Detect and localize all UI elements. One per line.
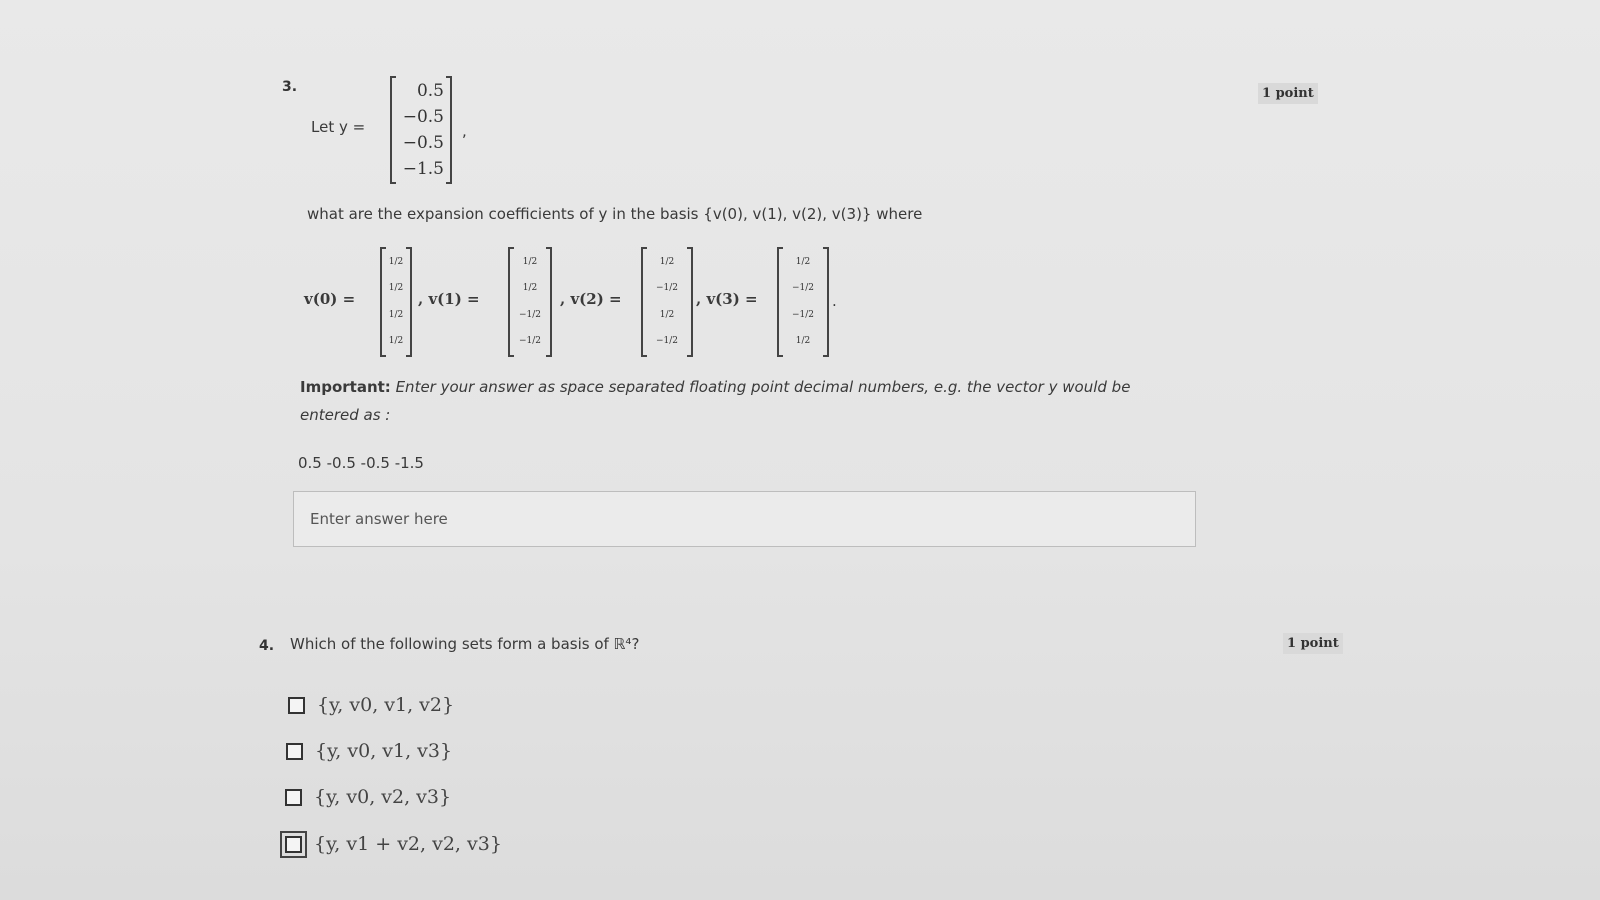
question-4-number: 4.	[259, 638, 275, 654]
option-label: {y, v0, v1, v3}	[315, 740, 453, 762]
v3-entry: −1/2	[791, 283, 815, 294]
v1-entry: 1/2	[522, 283, 538, 294]
v2-entry: 1/2	[659, 256, 675, 267]
v1-label: , v(1) =	[418, 290, 480, 308]
v0-vector	[380, 247, 412, 357]
option-label: {y, v1 + v2, v2, v3}	[314, 833, 502, 855]
y-vector	[390, 76, 452, 184]
checkbox[interactable]	[286, 743, 303, 760]
option-label: {y, v0, v2, v3}	[314, 786, 452, 808]
v0-label: v(0) =	[304, 290, 356, 308]
v0-entry: 1/2	[388, 336, 404, 347]
question-3-text: what are the expansion coefficients of y in the basis {v(0), v(1), v(2), v(3)} where	[307, 205, 923, 223]
v1-vector	[508, 247, 552, 357]
example-answer: 0.5 -0.5 -0.5 -1.5	[298, 454, 424, 472]
v2-label: , v(2) =	[560, 290, 622, 308]
v0-entry: 1/2	[388, 309, 404, 320]
option-1[interactable]	[288, 694, 454, 716]
v2-entry: −1/2	[655, 336, 679, 347]
option-2[interactable]	[286, 740, 452, 762]
question-3-points: 1 point	[1258, 83, 1318, 104]
option-3[interactable]	[285, 786, 451, 808]
answer-field-wrapper	[293, 491, 1196, 547]
v3-entry: −1/2	[791, 309, 815, 320]
comma: ,	[462, 122, 467, 140]
v2-vector	[641, 247, 693, 357]
option-label: {y, v0, v1, v2}	[317, 694, 455, 716]
v0-entry: 1/2	[388, 256, 404, 267]
option-4[interactable]	[285, 833, 502, 855]
checkbox[interactable]	[285, 789, 302, 806]
y-entry: −0.5	[402, 107, 444, 127]
v0-entry: 1/2	[388, 283, 404, 294]
v3-vector	[777, 247, 829, 357]
checkbox[interactable]	[288, 697, 305, 714]
let-y-label: Let y =	[311, 118, 366, 136]
v2-entry: −1/2	[655, 283, 679, 294]
important-text: Enter your answer as space separated floating point decimal numbers, e.g. the vector y would be	[395, 378, 1131, 396]
question-3-number: 3.	[282, 79, 298, 95]
important-label: Important:	[300, 378, 391, 396]
v2-entry: 1/2	[659, 309, 675, 320]
period: .	[832, 292, 837, 310]
y-entry: −0.5	[402, 133, 444, 153]
y-entry: −1.5	[402, 159, 444, 179]
important-text-line2: entered as :	[300, 406, 391, 424]
important-note	[300, 378, 1130, 396]
v1-entry: −1/2	[518, 309, 542, 320]
y-entry: 0.5	[416, 81, 444, 101]
v1-entry: −1/2	[518, 336, 542, 347]
question-4-points: 1 point	[1283, 633, 1343, 654]
v3-entry: 1/2	[795, 256, 811, 267]
question-4-text: Which of the following sets form a basis of ℝ⁴?	[290, 635, 640, 653]
answer-input[interactable]	[294, 492, 1195, 546]
v3-label: , v(3) =	[696, 290, 758, 308]
checkbox[interactable]	[285, 836, 302, 853]
v1-entry: 1/2	[522, 256, 538, 267]
v3-entry: 1/2	[795, 336, 811, 347]
